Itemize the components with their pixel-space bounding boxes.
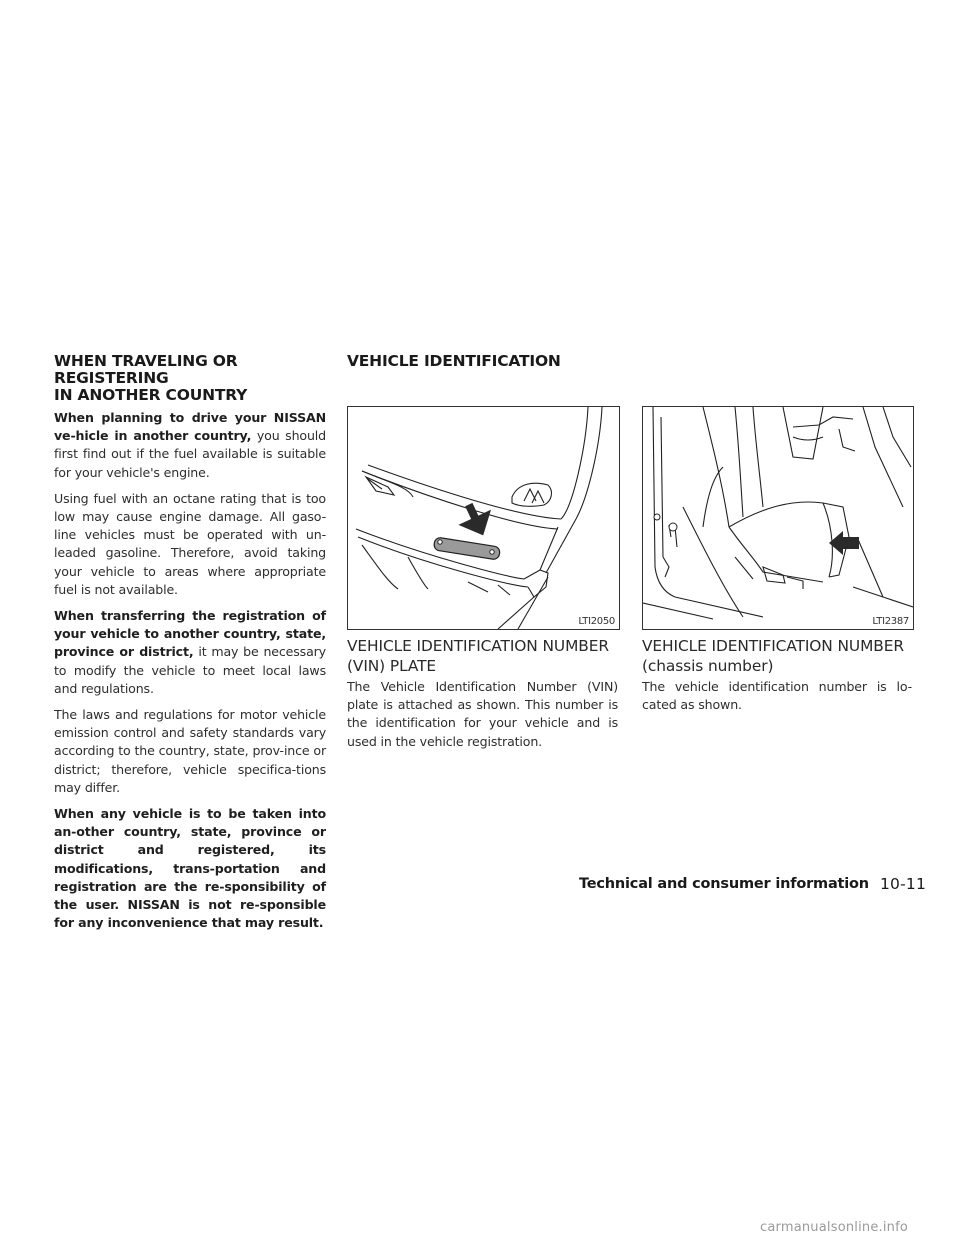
footer-section-title: Technical and consumer information xyxy=(579,876,869,892)
heading-traveling-line1: WHEN TRAVELING OR REGISTERING xyxy=(54,352,238,387)
figure-chassis-number xyxy=(642,406,914,630)
paragraph-4: The laws and regulations for motor vehicle emission control and safety standards vary according to the country, state, prov-ince or district; therefore, vehicle specifica-tions may differ. xyxy=(54,707,326,795)
traveling-body xyxy=(54,409,326,940)
chassis-number-illustration xyxy=(643,407,913,629)
vin-plate-text: The Vehicle Identification Number (VIN) plate is attached as shown. This number is the identification for your vehicle and is used in the vehicle registration. xyxy=(347,679,618,749)
heading-vehicle-identification: VEHICLE IDENTIFICATION xyxy=(347,352,561,370)
paragraph-2: Using fuel with an octane rating that is too low may cause engine damage. All gaso-line vehicles must be operated with un-leaded gasoline. Therefore, avoid taking your vehicle to areas where appropriate fuel is not available. xyxy=(54,490,326,597)
subheading-vin-plate-line1: VEHICLE IDENTIFICATION NUMBER xyxy=(347,637,609,655)
paragraph-1-text: you should first find out if the fuel available is suitable for your vehicle's engine. xyxy=(54,428,326,480)
page-number: 10-11 xyxy=(880,875,927,893)
heading-traveling-line2: IN ANOTHER COUNTRY xyxy=(54,386,248,404)
paragraph-3 xyxy=(54,607,326,698)
watermark: carmanualsonline.info xyxy=(760,1220,909,1235)
chassis-number-text: The vehicle identification number is lo-cated as shown. xyxy=(642,679,912,713)
figure-vin-plate xyxy=(347,406,620,630)
subheading-chassis-number xyxy=(642,636,922,676)
vin-plate-illustration xyxy=(348,407,619,629)
paragraph-3-bold: When transferring the registration of your vehicle to another country, state, province or district, xyxy=(54,608,326,660)
paragraph-3-text: it may be necessary to modify the vehicle to meet local laws and regulations. xyxy=(54,644,326,696)
arrow-icon xyxy=(829,531,859,555)
paragraph-5 xyxy=(54,805,326,932)
figure-chassis-number-code: LTI2387 xyxy=(872,616,909,627)
paragraph-1 xyxy=(54,409,326,482)
paragraph-1-bold: When planning to drive your NISSAN ve-hicle in another country, xyxy=(54,410,326,444)
heading-traveling xyxy=(54,353,344,404)
subheading-chassis-number-line1: VEHICLE IDENTIFICATION NUMBER xyxy=(642,637,904,655)
subheading-vin-plate xyxy=(347,636,627,676)
figure-vin-plate-code: LTI2050 xyxy=(578,616,615,627)
paragraph-5-bold: When any vehicle is to be taken into an-other country, state, province or district and registered, its modifications, trans-portation and registration are the re-sponsibility of the user. NISSAN is not re-sponsible for any inconvenience that may result. xyxy=(54,806,326,931)
arrow-icon xyxy=(453,497,500,543)
subheading-vin-plate-line2: (VIN) PLATE xyxy=(347,657,437,675)
subheading-chassis-number-line2: (chassis number) xyxy=(642,657,774,675)
